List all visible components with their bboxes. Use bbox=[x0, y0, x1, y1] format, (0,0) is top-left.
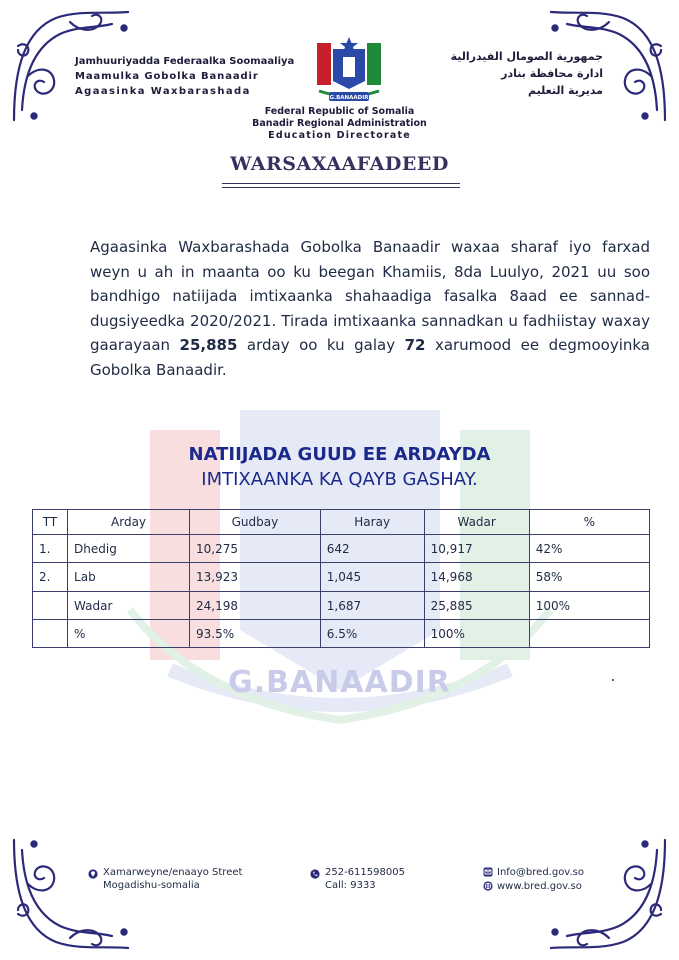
website-row bbox=[483, 880, 584, 894]
table-cell: 1. bbox=[33, 535, 68, 563]
column-header: Arday bbox=[68, 510, 190, 535]
table-cell: 14,968 bbox=[424, 563, 529, 592]
results-title: NATIIJADA GUUD EE ARDAYDA bbox=[188, 444, 491, 465]
watermark-text: G.BANAADIR bbox=[228, 665, 451, 700]
table-row bbox=[33, 563, 650, 592]
corner-ornament-bottom-right bbox=[531, 834, 671, 954]
header-right-block bbox=[451, 48, 603, 99]
column-header: Haray bbox=[320, 510, 424, 535]
announcement-paragraph bbox=[90, 235, 650, 382]
stray-dot bbox=[612, 679, 614, 681]
location-pin-icon bbox=[88, 869, 98, 879]
header-center-line: Banadir Regional Administration bbox=[252, 118, 427, 129]
table-cell: 25,885 bbox=[424, 592, 529, 620]
table-cell: % bbox=[68, 620, 190, 648]
column-header: Gudbay bbox=[190, 510, 321, 535]
table-row bbox=[33, 620, 650, 648]
address-line: Mogadishu-somalia bbox=[103, 880, 200, 891]
results-table bbox=[32, 509, 650, 648]
table-cell: 100% bbox=[424, 620, 529, 648]
table-row bbox=[33, 535, 650, 563]
table-cell: 93.5% bbox=[190, 620, 321, 648]
paragraph-text: xarumood ee degmooyinka Gobolka Banaadir. bbox=[90, 336, 650, 379]
header-center-line: Education Directorate bbox=[268, 130, 411, 141]
table-cell bbox=[33, 592, 68, 620]
table-cell: 2. bbox=[33, 563, 68, 592]
table-cell: 6.5% bbox=[320, 620, 424, 648]
paragraph-text: arday oo ku galay bbox=[237, 336, 405, 354]
phone-icon bbox=[310, 869, 320, 879]
table-cell: 10,275 bbox=[190, 535, 321, 563]
corner-ornament-bottom-left bbox=[8, 834, 148, 954]
column-header: Wadar bbox=[424, 510, 529, 535]
header-left-block bbox=[75, 54, 294, 99]
column-header: TT bbox=[33, 510, 68, 535]
header-center-block bbox=[0, 106, 679, 142]
header-left-line: Agaasinka Waxbarashada bbox=[75, 86, 251, 97]
table-cell: 24,198 bbox=[190, 592, 321, 620]
title-underline bbox=[222, 183, 460, 188]
footer-address bbox=[88, 866, 242, 892]
table-cell: 13,923 bbox=[190, 563, 321, 592]
header-center-line: Federal Republic of Somalia bbox=[264, 106, 415, 117]
table-cell: 100% bbox=[529, 592, 649, 620]
call-number: Call: 9333 bbox=[325, 880, 376, 891]
email-link[interactable]: Info@bred.gov.so bbox=[497, 867, 584, 878]
email-row bbox=[483, 866, 584, 880]
table-cell: Wadar bbox=[68, 592, 190, 620]
globe-icon bbox=[483, 881, 493, 891]
banadir-logo bbox=[313, 35, 385, 105]
table-cell: Dhedig bbox=[68, 535, 190, 563]
email-icon bbox=[483, 867, 493, 877]
table-cell: 10,917 bbox=[424, 535, 529, 563]
center-count: 72 bbox=[404, 336, 426, 354]
column-header: % bbox=[529, 510, 649, 535]
table-cell bbox=[33, 620, 68, 648]
header-right-line: مديرية التعليم bbox=[528, 84, 603, 97]
table-cell bbox=[529, 620, 649, 648]
logo-label: G.BANAADIR bbox=[329, 95, 369, 101]
student-count: 25,885 bbox=[179, 336, 238, 354]
footer-web bbox=[483, 866, 584, 894]
table-cell: 642 bbox=[320, 535, 424, 563]
header-left-line: Jamhuuriyadda Federaalka Soomaaliya bbox=[75, 56, 295, 67]
header-right-line: جمهورية الصومال الفيدرالية bbox=[450, 50, 603, 63]
phone-number: 252-611598005 bbox=[325, 867, 405, 878]
results-subtitle: IMTIXAANKA KA QAYB GASHAY. bbox=[201, 469, 478, 490]
table-row bbox=[33, 592, 650, 620]
website-link[interactable]: www.bred.gov.so bbox=[497, 881, 582, 892]
table-header-row bbox=[33, 510, 650, 535]
header-left-line: Maamulka Gobolka Banaadir bbox=[75, 71, 259, 82]
paragraph-text: Agaasinka Waxbarashada Gobolka Banaadir waxaa sharaf iyo farxad weyn u ah in maanta oo ku beegan Khamiis, 8da Luulyo, 2021 uu soo bandhigo natiijada imtixaanka shahaadiga fasalka 8aad ee sannad-dugsiyeedka 2020/2021. Tirada imtixaanka sannadkan u fadhiistay waxay gaarayaan bbox=[90, 238, 650, 354]
footer-phone bbox=[310, 866, 405, 892]
table-cell: 1,687 bbox=[320, 592, 424, 620]
table-cell: 1,045 bbox=[320, 563, 424, 592]
header-right-line: ادارة محافظة بنادر bbox=[501, 67, 603, 80]
address-line: Xamarweyne/enaayo Street bbox=[103, 867, 243, 878]
table-cell: 58% bbox=[529, 563, 649, 592]
document-title: WARSAXAAFADEED bbox=[230, 153, 449, 175]
table-cell: Lab bbox=[68, 563, 190, 592]
table-cell: 42% bbox=[529, 535, 649, 563]
